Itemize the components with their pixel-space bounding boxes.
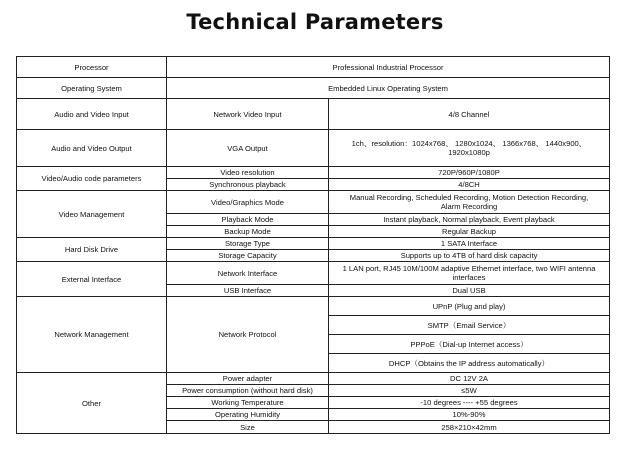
row-label: External Interface: [17, 262, 167, 297]
row-label: Operating System: [17, 78, 167, 99]
row-value: 10%-90%: [329, 409, 610, 421]
row-label: Video Management: [17, 191, 167, 238]
row-label: Video/Audio code parameters: [17, 167, 167, 191]
page-title: Technical Parameters: [186, 10, 444, 34]
table-row: [17, 167, 610, 179]
row-sublabel: Power consumption (without hard disk): [167, 385, 329, 397]
row-sublabel: Size: [167, 421, 329, 434]
table-row: [17, 262, 610, 285]
table-row: [17, 99, 610, 130]
row-label: Hard Disk Drive: [17, 238, 167, 262]
row-label: Audio and Video Input: [17, 99, 167, 130]
row-value: Dual USB: [329, 285, 610, 297]
row-value: PPPoE（Dial-up Internet access）: [329, 335, 610, 354]
row-label: Audio and Video Output: [17, 130, 167, 167]
row-value: 258×210×42mm: [329, 421, 610, 434]
row-sublabel: Video resolution: [167, 167, 329, 179]
row-value: 4/8CH: [329, 179, 610, 191]
value-line: 1ch、resolution：1024x768、 1280x1024、 1366x768、 1440x900、: [351, 139, 587, 148]
row-sublabel: VGA Output: [167, 130, 329, 167]
row-sublabel: Operating Humidity: [167, 409, 329, 421]
row-value: [329, 262, 610, 285]
technical-parameters-table: [16, 56, 610, 434]
value-line: interfaces: [452, 273, 486, 282]
row-value: [329, 130, 610, 167]
table-row: [17, 78, 610, 99]
row-sublabel: Network Protocol: [167, 297, 329, 373]
row-sublabel: Synchronous playback: [167, 179, 329, 191]
table-row: [17, 130, 610, 167]
row-value: UPnP (Plug and play): [329, 297, 610, 316]
row-sublabel: Storage Capacity: [167, 250, 329, 262]
table-row: [17, 238, 610, 250]
table-row: [17, 373, 610, 385]
row-value: ≤5W: [329, 385, 610, 397]
row-sublabel: Network Interface: [167, 262, 329, 285]
row-value: 4/8 Channel: [329, 99, 610, 130]
value-line: Manual Recording, Scheduled Recording, Motion Detection Recording,: [349, 193, 589, 202]
value-line: 1920x1080p: [448, 148, 490, 157]
row-label: Other: [17, 373, 167, 434]
row-label: Processor: [17, 57, 167, 78]
row-value: -10 degrees ---- +55 degrees: [329, 397, 610, 409]
row-value: Embedded Linux Operating System: [167, 78, 610, 99]
row-sublabel: Playback Mode: [167, 214, 329, 226]
row-sublabel: Working Temperature: [167, 397, 329, 409]
row-sublabel: Power adapter: [167, 373, 329, 385]
row-value: SMTP（Email Service）: [329, 316, 610, 335]
value-line: 1 LAN port, RJ45 10M/100M adaptive Ethernet interface, two WIFI antenna: [342, 264, 596, 273]
row-value: Professional Industrial Processor: [167, 57, 610, 78]
value-line: Alarm Recording: [440, 202, 498, 211]
table-row: [17, 57, 610, 78]
row-value: Supports up to 4TB of hard disk capacity: [329, 250, 610, 262]
table-row: [17, 191, 610, 214]
row-sublabel: USB Interface: [167, 285, 329, 297]
row-label: Network Management: [17, 297, 167, 373]
table-row: [17, 297, 610, 316]
row-value: Regular Backup: [329, 226, 610, 238]
row-value: DC 12V 2A: [329, 373, 610, 385]
row-sublabel: Network Video Input: [167, 99, 329, 130]
row-value: 1 SATA Interface: [329, 238, 610, 250]
row-sublabel: Storage Type: [167, 238, 329, 250]
row-value: Instant playback, Normal playback, Event playback: [329, 214, 610, 226]
row-value: [329, 191, 610, 214]
row-value: DHCP（Obtains the IP address automatically）: [329, 354, 610, 373]
row-sublabel: Backup Mode: [167, 226, 329, 238]
row-sublabel: Video/Graphics Mode: [167, 191, 329, 214]
row-value: 720P/960P/1080P: [329, 167, 610, 179]
